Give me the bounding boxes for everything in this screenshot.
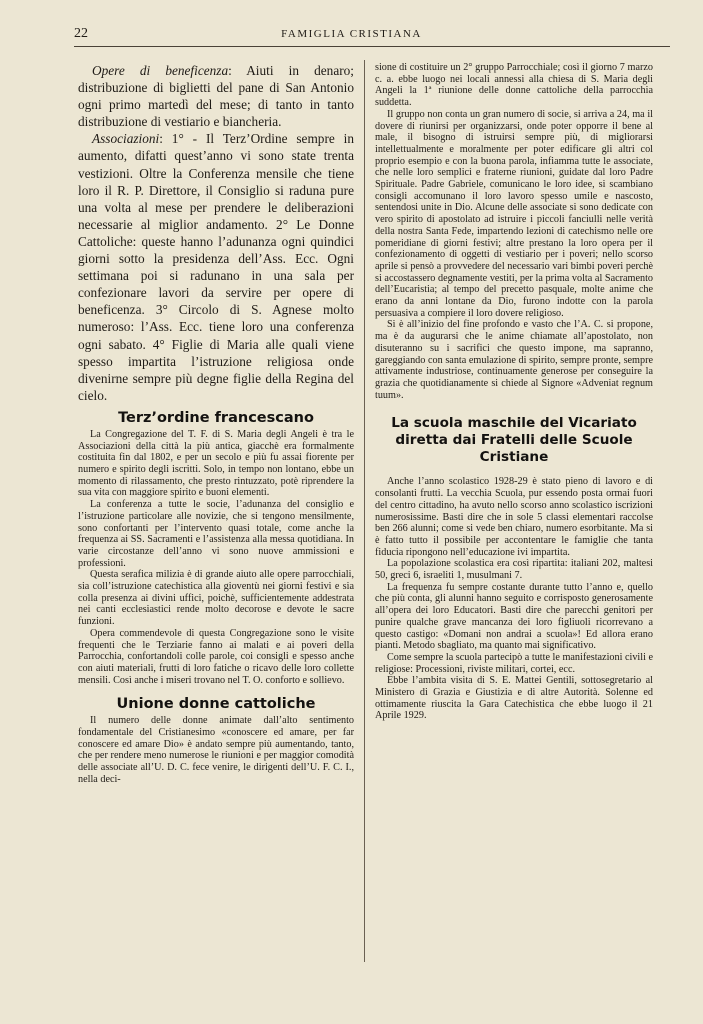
paragraph-terz-2: La conferenza a tutte le socie, l’adunanza del consiglio e l’istruzione particolare alle novizie, che si tengono mensilmente, sono confortanti per l’intervento quasi totale, come anche la frequenza ai SS. Sacramenti e l’assistenza alla messa quotidiana. In varie circostanze dell’anno vi sono nuove ammissioni e professioni. — [78, 499, 354, 569]
lead-opere: Opere di beneficenza — [92, 63, 229, 78]
heading-terz-ordine: Terz’ordine francescano — [118, 409, 314, 426]
paragraph-terz-4: Opera commendevole di questa Congregazione sono le visite frequenti che le Terziarie fanno ai malati e ai poveri della Parrocchia, confortandoli colle parole, coi consigli e spesso anche con aiuti materiali, frutti di loro fatiche o ricavo delle loro collette mensili. Così anche i miseri trovano nel T. O. conforto e sollievo. — [78, 627, 354, 686]
paragraph-terz-3: Questa serafica milizia è di grande aiuto alle opere parrocchiali, sia coll’istruzione catechistica alla gioventù nei giorni festivi e sia colla presenza ai divini uffici, poichè, sufficientemente addestrata nei canti ecclesiastici rende molto decorose e devote le sacre funzioni. — [78, 569, 354, 628]
right-column — [375, 62, 653, 722]
column-divider — [364, 60, 365, 962]
lead-associazioni: Associazioni — [92, 131, 160, 147]
header-rule — [74, 46, 670, 47]
paragraph-scuola-5: Ebbe l’ambita visita di S. E. Mattei Gentili, sottosegretario al Ministero di Grazia e Giustizia e di altre Autorità. Solenne ed ottimamente riuscita la Gara Catechistica che ebbe luogo il 21 Aprile 1929. — [375, 675, 653, 722]
page-header — [0, 26, 703, 46]
paragraph-scuola-4: Come sempre la scuola partecipò a tutte le manifestazioni civili e religiose: Processioni, riviste militari, cortei, ecc. — [375, 651, 653, 675]
text-opere: : Aiuti in denaro; distribuzione di biglietti del pane di San Antonio ogni primo martedì del mese; di tanto in tanto distribuzione di vestiario e biancheria. — [78, 63, 354, 130]
paragraph-terz-1: La Congregazione del T. F. di S. Maria degli Angeli è tra le Associazioni della città la più antica, giacchè era formalmente costituita fin dal 1802, e per un secolo e più fu assai fiorente per numero e spirito degli iscritti. Solo, in tempo non lontano, ebbe un momento di rilassamento, che presto rintuzzato, potè riprendere la sua vita con maggiore spirito e buoni elementi. — [78, 428, 354, 499]
magazine-title: FAMIGLIA CRISTIANA — [281, 28, 422, 40]
paragraph-scuola-3: La frequenza fu sempre costante durante tutto l’anno e, quello che più conta, gli alunni hanno seguito e corrisposto generosamente all’opera dei loro Educatori. Basti dire che parecchi genitori per punire qualche grave mancanza dei loro figliuoli ricorrevano a questo castigo: «Domani non andrai a scuola»! Ed allora erano pianti. Metodo sbagliato, ma quanto mai significativo. — [375, 581, 653, 652]
paragraph-scuola-2: La popolazione scolastica era così ripartita: italiani 202, maltesi 50, greci 6, israeliti 1, musulmani 7. — [375, 558, 653, 582]
heading-unione-donne: Unione donne cattoliche — [116, 696, 316, 713]
paragraph-associazioni — [78, 130, 354, 404]
paragraph-opere — [78, 62, 354, 130]
paragraph-scuola-1: Anche l’anno scolastico 1928-29 è stato pieno di lavoro e di consolanti frutti. La vecchia Scuola, pur essendo posta ormai fuori del centro cittadino, ha avuto nello scorso anno scolastico iscrizioni numerosissime. Basti dire che in sole 5 classi elementari raccolse ben 266 alunni; come si vede ben chiaro, numero esorbitante. Ma si è fatto tutto il possibile per accontentare le famiglie che tanta fiducia ripongono nell’educazione ivi impartita. — [375, 476, 653, 558]
paragraph-unione-1: Il numero delle donne animate dall’alto sentimento fondamentale del Cristianesimo «conoscere ed amare, per far conoscere ed amare Dio» è andato sempre più aumentando, tanto, che per rendere meno numerose le riunioni e per maggior comodità delle associate all’U. D. C. fece venire, le dirigenti dell’U. F. C. I., nella deci- — [78, 715, 354, 785]
paragraph-inizio: Si è all’inizio del fine profondo e vasto che l’A. C. si propone, ma è da augurarsi che le anime chiamate all’apostolato, non disuteranno su i sacrifici che questo impone, ma sapranno, gareggiando con santa emulazione di spirito, sempre pronte, sempre attivamente industriose, continuamente generose per conseguire la grazia che quotidianamente si chiede al Signore «Adveniat regnum tuum». — [375, 319, 653, 401]
paragraph-gruppo: Il gruppo non conta un gran numero di socie, si arriva a 24, ma il dovere di riunirsi per organizzarsi, onde poter opporre il bene al male, il bisogno di istruirsi sempre più, di migliorarsi intellettualmente e moralmente per poter edificare gli altri col proprio esempio e con la buona parola, infiamma tutte le associate, che nelle loro semplici e fraterne riunioni, guidate dal loro Padre Spirituale. Padre Gabriele, comunicano le loro idee, si scambiano consigli accomunano il loro lavoro spesso umile e nascosto, sentendosi unite in Dio. Alcune delle associate si sono dedicate con vero spirito di apostolato ad istruire i piccoli fanciulli nelle verità della nostra Santa Fede, impartendo lezioni di catechismo nelle ore pomeridiane di giorni festivi; altre prestano la loro opera per il confezionamento di oggetti di vestiario per i poveri; nello scorso aprile si pensò a provvedere del necessario vari bimbi poveri perchè si accostassero degnamente vestiti, per la prima volta al Sacramento dell’Eucaristia; al tempo del precetto pasquale, molte anime che erano da anni lontane da Dio, furono indotte con la parola persuasiva a compiere il loro dovere religioso. — [375, 108, 653, 319]
page-number: 22 — [74, 26, 88, 41]
heading-scuola-maschile: La scuola maschile del Vicariato diretta dai Fratelli delle Scuole Cristiane — [391, 415, 637, 466]
left-column — [78, 62, 354, 786]
text-associazioni: : 1° - Il Terz’Ordine sempre in aumento, difatti quest’anno vi sono state trenta vestizioni. Oltre la Conferenza mensile che tiene loro il R. P. Direttore, il Consiglio si raduna pure una volta al mese per prendere le deliberazioni necessarie al miglior andamento. 2° Le Donne Cattoliche: queste hanno l’adunanza ogni quindici giorni sotto la presidenza dell’Ass. Ecc. Ogni settimana poi si radunano in una sala per confezionare lavori da servire per opere di beneficenza. 3° Circolo di S. Agnese molto numeroso: l’Ass. Ecc. tiene loro una conferenza ogni sabato. 4° Figlie di Maria alle quali viene spesso impartita l’istruzione religiosa onde divenirne sempre più degne figlie della Regina del cielo. — [78, 131, 354, 403]
paragraph-unione-cont: sione di costituire un 2° gruppo Parrocchiale; così il giorno 7 marzo c. a. ebbe luogo nei locali annessi alla chiesa di S. Maria degli Angeli la 1ª riunione delle donne cattoliche della parrocchia suddetta. — [375, 62, 653, 109]
